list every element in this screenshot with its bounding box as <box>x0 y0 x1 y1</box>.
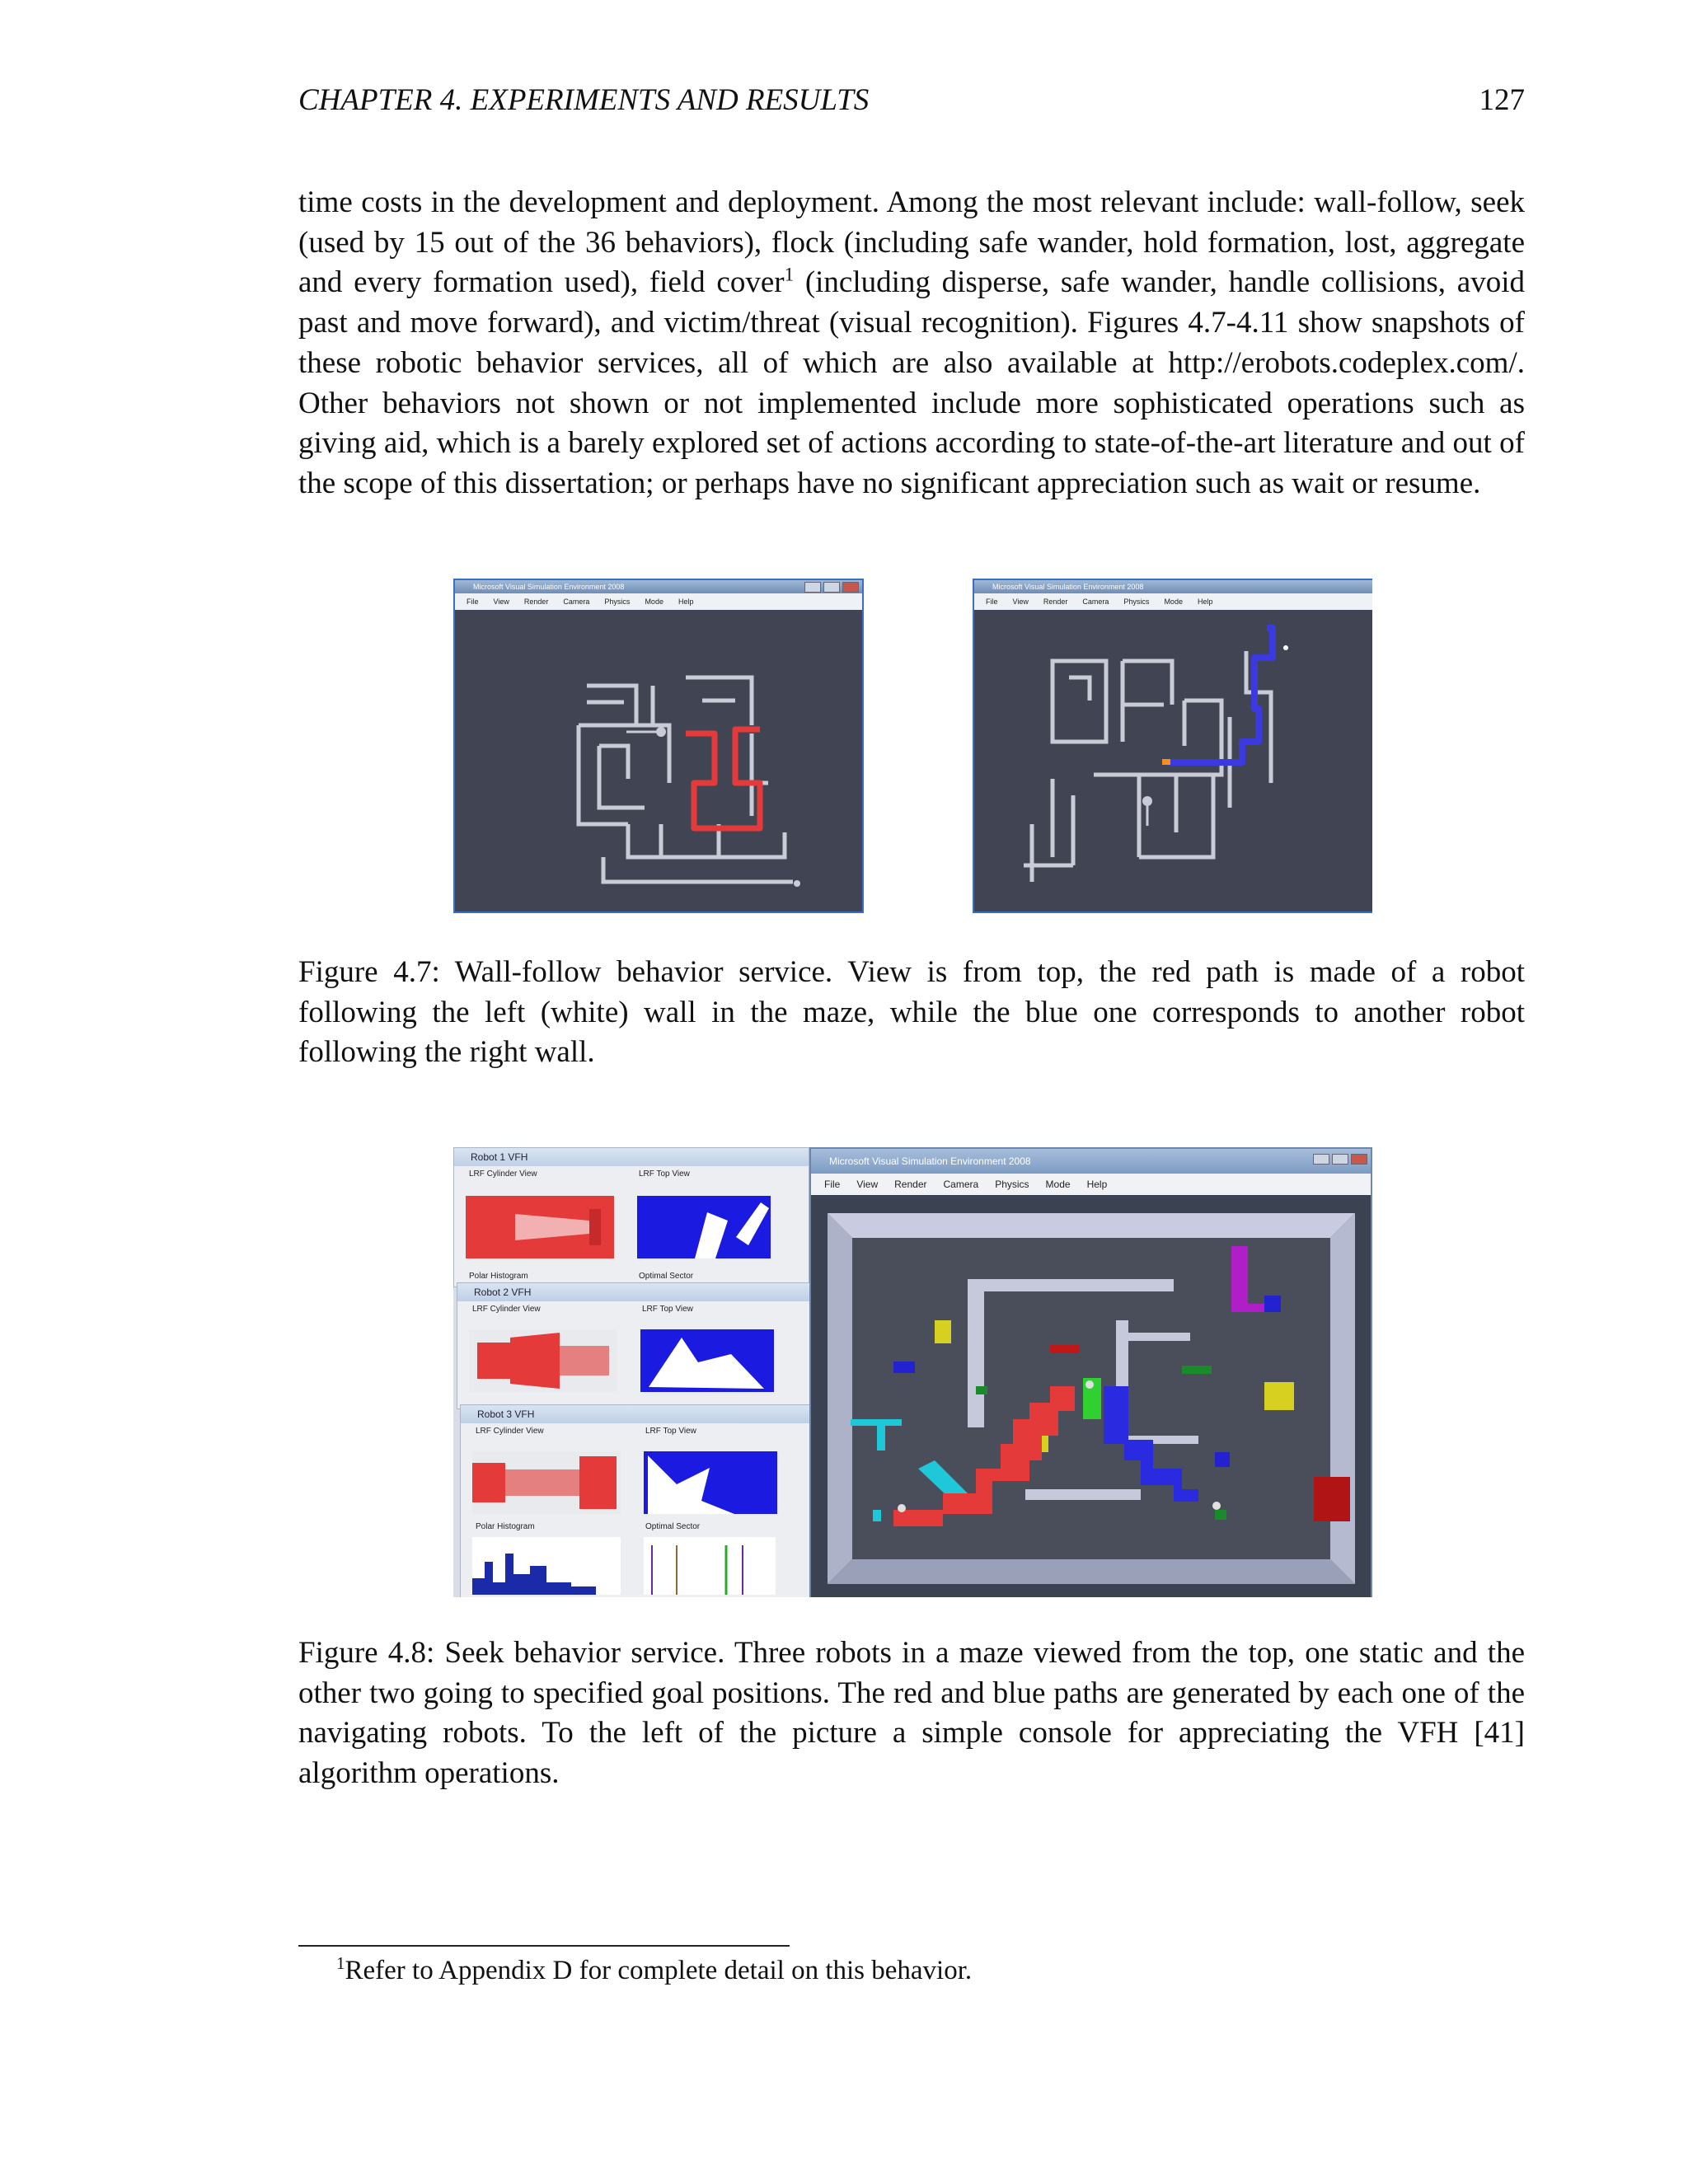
vfh-window-title: Robot 1 VFH <box>454 1148 809 1166</box>
chapter-title: CHAPTER 4. EXPERIMENTS AND RESULTS <box>298 83 870 117</box>
figure-4-7-caption: Figure 4.7: Wall-follow behavior service. View is from top, the red path is made of a robot following the left (white) wall in the maze, while the blue one corresponds to another robot following the right wall. <box>298 955 1525 1069</box>
menu-file[interactable]: File <box>986 598 998 606</box>
vfh-window-robot-2 <box>457 1282 813 1409</box>
body-text-part1: time costs in the development and deployment. Among the most relevant include: wall-follow, seek (used by 15 out of the 36 behaviors), flock (including safe wander, hold formation, lost, aggregate and every formation used), field cover <box>298 185 1525 300</box>
menu-help[interactable]: Help <box>1086 1179 1108 1190</box>
polar-histogram <box>472 1537 621 1595</box>
menu-help[interactable]: Help <box>678 598 694 606</box>
sim-window-titlebar: Microsoft Visual Simulation Environment 2008 <box>811 1149 1371 1174</box>
menu-physics[interactable]: Physics <box>995 1179 1029 1190</box>
footnote-text: Refer to Appendix D for complete detail on this behavior. <box>345 1956 973 1985</box>
menu-help[interactable]: Help <box>1197 598 1213 606</box>
vfh-window-robot-1 <box>453 1147 809 1287</box>
menu-view[interactable]: View <box>1012 598 1029 606</box>
close-button[interactable] <box>1351 1154 1367 1165</box>
maze-walls <box>1024 651 1271 882</box>
lrf-cylinder-label: LRF Cylinder View <box>472 1305 541 1314</box>
window-controls <box>1313 1154 1367 1165</box>
maximize-button[interactable] <box>1332 1154 1348 1165</box>
menu-mode[interactable]: Mode <box>1164 598 1183 606</box>
vfh-window-robot-3 <box>460 1404 816 1597</box>
lrf-top-view <box>640 1329 774 1392</box>
maze-walls <box>579 677 793 882</box>
lrf-cylinder-view <box>466 1196 614 1258</box>
footnote-rule <box>298 1945 790 1947</box>
lrf-top-label: LRF Top View <box>639 1169 690 1179</box>
menu-physics[interactable]: Physics <box>604 598 631 606</box>
red-path <box>686 729 760 828</box>
vfh-window-title: Robot 3 VFH <box>461 1405 815 1423</box>
menu-mode[interactable]: Mode <box>645 598 663 606</box>
menu-camera[interactable]: Camera <box>563 598 590 606</box>
footnote <box>336 1953 972 1986</box>
menu-view[interactable]: View <box>856 1179 879 1190</box>
lrf-cylinder-label: LRF Cylinder View <box>476 1427 544 1436</box>
menu-render[interactable]: Render <box>523 598 549 606</box>
lrf-cylinder-view <box>472 1451 621 1514</box>
lrf-top-label: LRF Top View <box>642 1305 693 1314</box>
sim-window <box>809 1147 1372 1597</box>
robot-marker <box>1142 796 1152 806</box>
minimize-button[interactable] <box>1313 1154 1329 1165</box>
polar-histogram-label: Polar Histogram <box>476 1522 535 1531</box>
figure-4-8-caption: Figure 4.8: Seek behavior service. Three robots in a maze viewed from the top, one static and the other two going to specified goal positions. The red and blue paths are generated by each one of the navigating robots. To the left of the picture a simple console for appreciating the VFH [41] algorithm operations. <box>298 1636 1525 1790</box>
lrf-top-view <box>644 1451 777 1514</box>
footnote-number: 1 <box>336 1953 345 1973</box>
body-paragraph <box>298 183 1525 504</box>
menu-file[interactable]: File <box>467 598 479 606</box>
page-number: 127 <box>1479 83 1525 117</box>
robot-marker <box>656 727 666 737</box>
lrf-cylinder-label: LRF Cylinder View <box>469 1169 537 1179</box>
optimal-sector-label: Optimal Sector <box>639 1272 694 1281</box>
polar-histogram-label: Polar Histogram <box>469 1272 528 1281</box>
sim-menubar <box>455 593 862 610</box>
maze-right-view <box>974 610 1372 912</box>
lrf-top-label: LRF Top View <box>645 1427 696 1436</box>
figure-4-8-screenshot <box>453 1147 1372 1597</box>
optimal-sector-label: Optimal Sector <box>645 1522 701 1531</box>
lrf-top-view <box>637 1196 771 1258</box>
seek-maze-3d-view <box>811 1197 1371 1597</box>
menu-view[interactable]: View <box>493 598 509 606</box>
footnote-marker: 1 <box>784 265 795 286</box>
menu-camera[interactable]: Camera <box>1082 598 1109 606</box>
sim-menubar <box>974 593 1372 610</box>
body-text-part2: (including disperse, safe wander, handle collisions, avoid past and move forward), and victim/threat (visual recognition). Figures 4.7-4.11 show snapshots of these robotic behavior services, all of which are also available at http://erobots.codeplex.com/. Other behaviors not shown or not implemented include more sophisticated operations such as giving aid, which is a barely explored set of actions according to state-of-the-art literature and out of the scope of this dissertation; or perhaps have no significant appreciation such as wait or resume. <box>298 265 1525 500</box>
figure-4-7-right-screenshot <box>973 579 1372 913</box>
sim-menubar <box>811 1174 1371 1195</box>
sim-window-titlebar: Microsoft Visual Simulation Environment 2008 <box>974 580 1372 593</box>
maze-left-view <box>455 610 862 912</box>
menu-physics[interactable]: Physics <box>1123 598 1150 606</box>
menu-mode[interactable]: Mode <box>1045 1179 1071 1190</box>
sim-window-titlebar: Microsoft Visual Simulation Environment 2008 <box>455 580 862 593</box>
menu-render[interactable]: Render <box>894 1179 927 1190</box>
running-header <box>298 82 1525 124</box>
menu-camera[interactable]: Camera <box>943 1179 979 1190</box>
lrf-cylinder-view <box>469 1329 617 1392</box>
menu-file[interactable]: File <box>824 1179 841 1190</box>
window-controls <box>804 582 859 593</box>
figure-4-7-left-screenshot <box>453 579 864 913</box>
vfh-window-title: Robot 2 VFH <box>457 1283 812 1301</box>
optimal-sector <box>644 1537 776 1595</box>
menu-render[interactable]: Render <box>1043 598 1068 606</box>
